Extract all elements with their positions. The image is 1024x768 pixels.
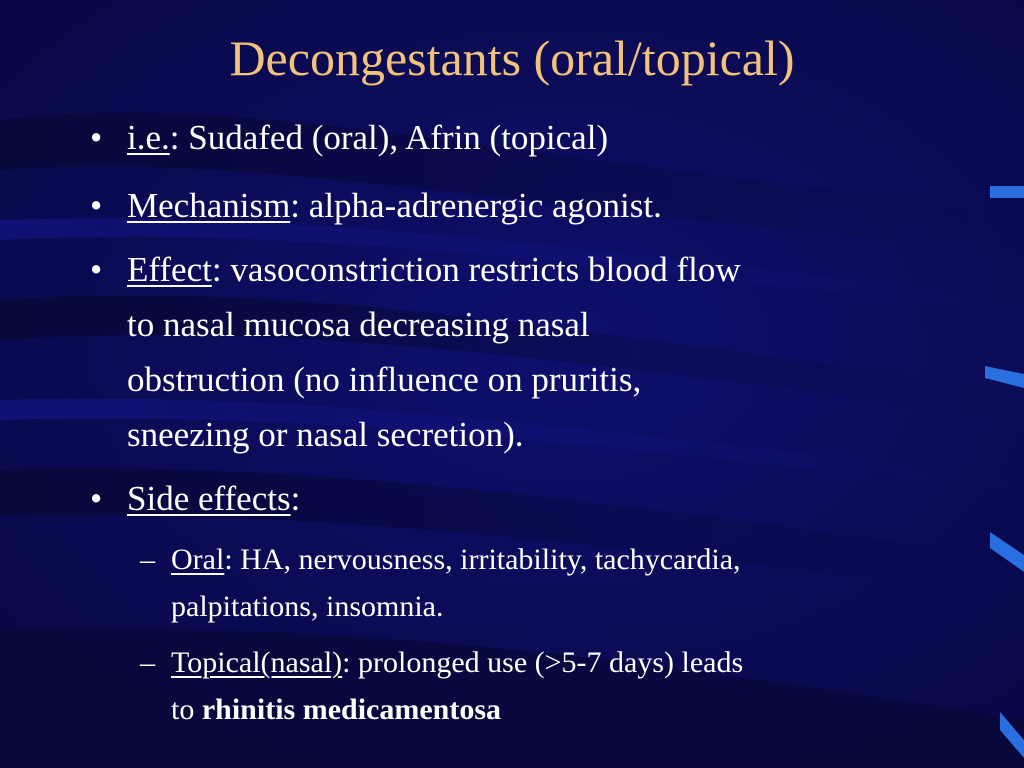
bullet-line: vasoconstriction restricts blood flow bbox=[221, 250, 741, 289]
bullet-marker: • bbox=[90, 186, 103, 225]
sub-bullet-text bbox=[171, 639, 941, 733]
bullet-line: to nasal mucosa decreasing nasal bbox=[127, 305, 590, 344]
sub-bullet-marker: – bbox=[140, 646, 155, 679]
bullet-separator: : bbox=[290, 186, 301, 225]
bullet-separator: : bbox=[211, 250, 222, 289]
sub-bullet-term: Oral bbox=[171, 543, 225, 576]
bullet-line: obstruction (no influence on pruritis, bbox=[127, 360, 642, 399]
sub-bullet-line: prolonged use (>5-7 days) leads bbox=[350, 646, 744, 679]
bullet-separator: : bbox=[290, 479, 301, 518]
sub-bullet-separator: : bbox=[224, 543, 233, 576]
bullet-text bbox=[127, 471, 937, 526]
bold-term-rhinitis-medicamentosa: rhinitis medicamentosa bbox=[201, 693, 501, 726]
bullet-marker: • bbox=[90, 479, 103, 518]
sub-bullet-marker: – bbox=[140, 543, 155, 576]
sub-bullet-line: to bbox=[171, 693, 202, 726]
bullet-line: alpha-adrenergic agonist. bbox=[300, 186, 662, 225]
sub-bullet-text bbox=[171, 536, 941, 630]
bullet-marker: • bbox=[90, 250, 103, 289]
bullet-line: Sudafed (oral), Afrin (topical) bbox=[179, 118, 609, 157]
bullet-term: Side effects bbox=[127, 479, 291, 518]
sub-bullet-line: palpitations, insomnia. bbox=[171, 590, 444, 623]
bullet-term: Effect bbox=[127, 250, 212, 289]
sub-bullet-term: Topical(nasal) bbox=[171, 646, 343, 679]
bullet-line: sneezing or nasal secretion). bbox=[127, 415, 524, 454]
bullet-term: Mechanism bbox=[127, 186, 291, 225]
bullet-text bbox=[127, 110, 937, 165]
bullet-marker: • bbox=[90, 118, 103, 157]
sub-bullet-line: HA, nervousness, irritability, tachycardia, bbox=[232, 543, 741, 576]
bullet-separator: : bbox=[169, 118, 180, 157]
bullet-text bbox=[127, 242, 937, 462]
bullet-term: i.e. bbox=[127, 118, 170, 157]
slide-title: Decongestants (oral/topical) bbox=[229, 30, 795, 86]
bullet-text bbox=[127, 178, 937, 233]
sub-bullet-separator: : bbox=[342, 646, 351, 679]
